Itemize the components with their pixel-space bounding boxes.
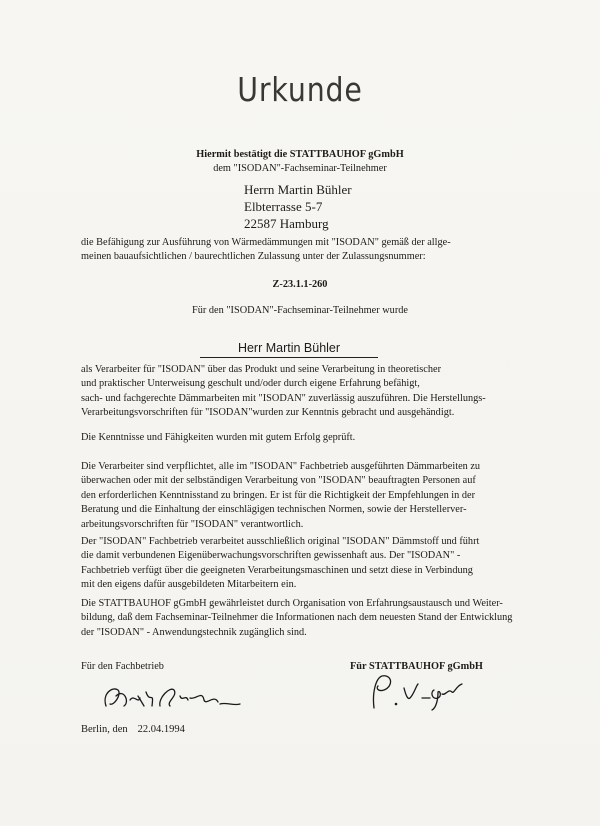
approval-number: Z-23.1.1-260 [272, 279, 328, 290]
paragraph-1 [81, 363, 531, 421]
recipient-city: 22587 Hamburg [244, 216, 329, 231]
paragraph-2 [81, 431, 531, 445]
left-signature-label: Für den Fachbetrieb [81, 661, 164, 672]
left-signature [100, 676, 250, 716]
paragraph-line: überwachen oder mit der selbständigen Verarbeitung von "ISODAN" beauftragten Personen auf [81, 475, 476, 487]
paragraph-3 [81, 460, 531, 532]
paragraph-line: Der "ISODAN" Fachbetrieb verarbeitet ausschließlich original "ISODAN" Dämmstoff und führt [81, 536, 480, 547]
paragraph-line: mit den eigens dafür ausgebildeten Mitarbeitern ein. [81, 579, 297, 591]
right-signature [364, 670, 474, 714]
qualification-text [81, 236, 531, 265]
paragraph-line: arbeitungsvorschriften für "ISODAN" verantwortlich. [81, 518, 304, 530]
paragraph-line: Beratung und die Einhaltung der einschlägigen technischen Normen, sowie der Herstellerver- [81, 504, 467, 516]
right-signature-label: Für STATTBAUHOF gGmbH [350, 661, 483, 672]
place: Berlin, den [81, 724, 128, 735]
paragraph-line: sach- und fachgerechte Dämmarbeiten mit "ISODAN" zuverlässig auszuführen. Die Herstellungs- [81, 392, 486, 404]
paragraph-line: Verarbeitungsvorschriften für "ISODAN"wurden zur Kenntnis gebracht und ausgehändigt. [81, 407, 455, 419]
paragraph-4 [81, 535, 531, 593]
paragraph-line: Die Kenntnisse und Fähigkeiten wurden mit gutem Erfolg geprüft. [81, 432, 356, 443]
intro-line-2: dem "ISODAN"-Fachseminar-Teilnehmer [213, 163, 387, 174]
paragraph-line: den erforderlichen Kenntnisstand zu bringen. Er ist für die Richtigkeit der Empfehlungen in der [81, 489, 476, 501]
qualification-line: meinen bauaufsichtlichen / baurechtlichen Zulassung unter der Zulassungsnummer: [81, 251, 426, 263]
for-participant-text: Für den "ISODAN"-Fachseminar-Teilnehmer wurde [192, 305, 408, 316]
paragraph-line: als Verarbeiter für "ISODAN" über das Produkt und seine Verarbeitung in theoretischer [81, 364, 442, 375]
paragraph-5 [81, 597, 531, 640]
recipient-name: Herrn Martin Bühler [244, 182, 352, 197]
place-date [81, 724, 185, 735]
paragraph-line: und praktischer Unterweisung geschult und/oder durch eigene Erfahrung befähigt, [81, 378, 420, 390]
date: 22.04.1994 [137, 724, 185, 735]
paragraph-line: der "ISODAN" - Anwendungstechnik zugänglich sind. [81, 626, 307, 638]
paragraph-line: Die Verarbeiter sind verpflichtet, alle im "ISODAN" Fachbetrieb ausgeführten Dämmarbeiten zu [81, 461, 481, 472]
page-title: Urkunde [237, 70, 363, 109]
qualification-line: die Befähigung zur Ausführung von Wärmedämmungen mit "ISODAN" gemäß der allge- [81, 237, 451, 248]
paragraph-line: Fachbetrieb verfügt über die geeigneten Verarbeitungsmaschinen und setzt diese in Verbindung [81, 564, 473, 576]
certified-name: Herr Martin Bühler [200, 341, 378, 358]
intro-line-1: Hiermit bestätigt die STATTBAUHOF gGmbH [196, 149, 404, 160]
paragraph-line: bildung, daß dem Fachseminar-Teilnehmer die Informationen nach dem neuesten Stand der Entwicklung [81, 612, 513, 624]
recipient-street: Elbterrasse 5-7 [244, 199, 323, 214]
paragraph-line: Die STATTBAUHOF gGmbH gewährleistet durch Organisation von Erfahrungsaustausch und Weiter- [81, 598, 503, 609]
paragraph-line: die damit verbundenen Eigenüberwachungsvorschriften gewissenhaft aus. Der "ISODAN" - [81, 550, 461, 562]
